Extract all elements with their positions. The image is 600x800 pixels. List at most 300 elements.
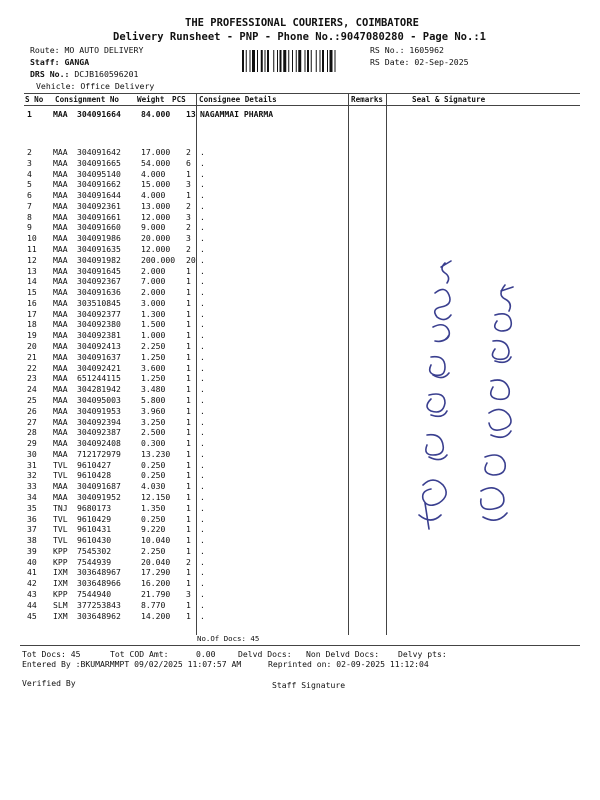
cell-pcs: 1 [186,470,191,481]
cell-sno: 25 [27,394,37,405]
barcode-bar [311,50,312,72]
cell-prefix: MAA [53,168,68,179]
cell-weight: 14.200 [141,610,171,621]
cell-pcs: 1 [186,491,191,502]
cell-weight: 2.000 [141,265,166,276]
cell-sno: 21 [27,351,37,362]
column-header-consignee: Consignee Details [199,95,277,104]
barcode-bar [267,50,269,72]
cell-weight: 3.000 [141,297,166,308]
cell-pcs: 1 [186,362,191,373]
cell-pcs: 3 [186,588,191,599]
cell-consignee: . [200,556,205,567]
cell-consignee: . [200,448,205,459]
rs-date: RS Date: 02-Sep-2025 [370,57,469,67]
cell-sno: 29 [27,438,37,449]
cell-prefix: TVL [53,470,68,481]
cell-consignment-no: 304092408 [77,438,121,449]
cell-sno: 6 [27,190,32,201]
cell-consignment-no: 304091952 [77,491,121,502]
cell-weight: 4.030 [141,481,166,492]
barcode-bar [335,50,336,72]
cell-sno: 37 [27,524,37,535]
cell-weight: 9.000 [141,222,166,233]
barcode-bar [257,50,258,72]
cell-consignee: . [200,362,205,373]
cell-prefix: IXM [53,610,68,621]
total-cod-value: 0.00 [196,649,216,659]
cell-prefix: MAA [53,254,68,265]
table-row [0,190,600,200]
cell-sno: 5 [27,179,32,190]
cell-weight: 0.300 [141,438,166,449]
table-row [0,557,600,567]
drs-number [30,69,138,79]
cell-sno: 17 [27,308,37,319]
cell-consignment-no: 304091982 [77,254,121,265]
cell-consignment-no: 304095140 [77,168,121,179]
table-row [0,147,600,157]
cell-sno: 11 [27,244,37,255]
cell-weight: 54.000 [141,157,171,168]
table-row [0,109,600,119]
cell-prefix: KPP [53,588,68,599]
table-row [0,212,600,222]
barcode-bar [252,50,255,72]
cell-consignment-no: 304091636 [77,287,121,298]
cell-prefix: MAA [53,190,68,201]
barcode-bar [327,50,328,72]
cell-consignee: . [200,513,205,524]
cell-prefix: MAA [53,147,68,157]
cell-consignment-no: 304091635 [77,244,121,255]
cell-weight: 13.230 [141,448,171,459]
cell-sno: 1 [27,109,32,119]
cell-pcs: 1 [186,190,191,201]
cell-consignee: . [200,254,205,265]
staff-label: Staff: GANGA [30,57,90,67]
cell-consignee: . [200,535,205,546]
cell-prefix: MAA [53,222,68,233]
cell-weight: 1.250 [141,351,166,362]
cell-weight: 200.000 [141,254,176,265]
cell-consignment-no: 304091662 [77,179,121,190]
cell-weight: 20.000 [141,233,171,244]
verified-by: Verified By [22,678,76,688]
column-header-seal: Seal & Signature [412,95,486,104]
cell-prefix: KPP [53,556,68,567]
cell-pcs: 1 [186,276,191,287]
cell-consignee: . [200,438,205,449]
column-header-pcs: PCS [172,95,186,104]
cell-pcs: 6 [186,157,191,168]
cell-sno: 19 [27,330,37,341]
cell-consignee: . [200,545,205,556]
cell-consignment-no: 304091660 [77,222,121,233]
cell-pcs: 1 [186,578,191,589]
drs-number-label: DRS No.: [30,69,70,79]
cell-consignee: . [200,394,205,405]
cell-sno: 8 [27,211,32,222]
cell-consignee: . [200,502,205,513]
cell-weight: 17.000 [141,147,171,157]
cell-consignee: . [200,222,205,233]
cell-weight: 20.040 [141,556,171,567]
cell-consignment-no: 712172979 [77,448,121,459]
cell-consignment-no: 304092381 [77,330,121,341]
cell-pcs: 1 [186,405,191,416]
cell-sno: 16 [27,297,37,308]
cell-weight: 0.250 [141,459,166,470]
cell-pcs: 1 [186,297,191,308]
cell-sno: 9 [27,222,32,233]
cell-consignment-no: 304092413 [77,341,121,352]
cell-pcs: 1 [186,168,191,179]
cell-consignee: . [200,341,205,352]
cell-consignment-no: 304092377 [77,308,121,319]
cell-weight: 4.000 [141,190,166,201]
cell-consignment-no: 304095003 [77,394,121,405]
cell-consignment-no: 304091637 [77,351,121,362]
cell-weight: 2.000 [141,287,166,298]
cell-pcs: 1 [186,308,191,319]
handwritten-signature [405,245,535,545]
cell-sno: 34 [27,491,37,502]
cell-consignment-no: 304092367 [77,276,121,287]
cell-prefix: IXM [53,567,68,578]
column-header-consignment: Consignment No [55,95,120,104]
table-row [0,600,600,610]
cell-consignment-no: 377253843 [77,599,121,610]
cell-weight: 2.250 [141,545,166,556]
cell-prefix: MAA [53,287,68,298]
cell-sno: 18 [27,319,37,330]
barcode-bar [320,50,321,72]
cell-weight: 1.000 [141,330,166,341]
cell-pcs: 1 [186,330,191,341]
cell-weight: 5.800 [141,394,166,405]
cell-consignment-no: 7544939 [77,556,112,567]
cell-pcs: 20 [186,254,196,265]
table-row [0,611,600,621]
cell-pcs: 1 [186,567,191,578]
barcode-bar [283,50,286,72]
column-header-weight: Weight [137,95,165,104]
cell-sno: 28 [27,427,37,438]
cell-consignee: . [200,578,205,589]
cell-weight: 0.250 [141,513,166,524]
cell-weight: 1.350 [141,502,166,513]
drs-number-value: DCJB160596201 [74,69,139,79]
cell-weight: 7.000 [141,276,166,287]
cell-weight: 17.290 [141,567,171,578]
total-cod-label: Tot COD Amt: [110,649,169,659]
cell-sno: 13 [27,265,37,276]
cell-pcs: 1 [186,545,191,556]
cell-pcs: 1 [186,459,191,470]
cell-pcs: 1 [186,394,191,405]
reprinted-on: Reprinted on: 02-09-2025 11:12:04 [268,659,429,669]
cell-prefix: MAA [53,319,68,330]
cell-pcs: 1 [186,481,191,492]
cell-sno: 3 [27,157,32,168]
cell-sno: 41 [27,567,37,578]
cell-consignee: . [200,524,205,535]
cell-weight: 16.200 [141,578,171,589]
cell-weight: 1.500 [141,319,166,330]
cell-weight: 84.000 [141,109,171,119]
cell-sno: 22 [27,362,37,373]
cell-consignee: . [200,179,205,190]
cell-prefix: MAA [53,200,68,211]
table-row [0,589,600,599]
cell-consignee: . [200,481,205,492]
cell-consignee: . [200,384,205,395]
cell-prefix: TVL [53,535,68,546]
cell-weight: 10.040 [141,535,171,546]
barcode [242,50,366,72]
cell-sno: 12 [27,254,37,265]
cell-weight: 1.250 [141,373,166,384]
cell-consignee: . [200,200,205,211]
cell-consignment-no: 9610429 [77,513,112,524]
cell-consignee: NAGAMMAI PHARMA [200,109,274,119]
table-row [0,233,600,243]
cell-sno: 27 [27,416,37,427]
cell-pcs: 1 [186,502,191,513]
cell-consignment-no: 304092421 [77,362,121,373]
cell-pcs: 1 [186,319,191,330]
barcode-bar [261,50,263,72]
non-delivered-docs: Non Delvd Docs: [306,649,380,659]
runsheet-subtitle: Delivery Runsheet - PNP - Phone No.:9047080280 - Page No.:1 [113,31,486,43]
cell-consignment-no: 9610431 [77,524,112,535]
cell-prefix: SLM [53,599,68,610]
cell-consignee: . [200,168,205,179]
cell-sno: 40 [27,556,37,567]
cell-sno: 31 [27,459,37,470]
cell-sno: 30 [27,448,37,459]
cell-prefix: MAA [53,157,68,168]
cell-weight: 3.960 [141,405,166,416]
cell-prefix: MAA [53,211,68,222]
cell-sno: 33 [27,481,37,492]
delivered-docs: Delvd Docs: [238,649,292,659]
cell-weight: 3.600 [141,362,166,373]
cell-sno: 45 [27,610,37,621]
cell-prefix: MAA [53,276,68,287]
barcode-bar [330,50,333,72]
cell-pcs: 13 [186,109,196,119]
cell-consignment-no: 303648967 [77,567,121,578]
cell-sno: 44 [27,599,37,610]
cell-prefix: MAA [53,481,68,492]
cell-prefix: MAA [53,438,68,449]
cell-consignment-no: 303648966 [77,578,121,589]
cell-pcs: 1 [186,535,191,546]
cell-prefix: MAA [53,233,68,244]
cell-prefix: TVL [53,524,68,535]
cell-pcs: 1 [186,265,191,276]
cell-consignment-no: 304092361 [77,200,121,211]
cell-prefix: MAA [53,265,68,276]
cell-consignee: . [200,287,205,298]
cell-pcs: 2 [186,556,191,567]
table-row [0,158,600,168]
table-row [0,578,600,588]
barcode-bar [292,50,293,72]
cell-consignee: . [200,233,205,244]
cell-pcs: 1 [186,448,191,459]
barcode-bar [280,50,282,72]
cell-prefix: MAA [53,341,68,352]
cell-pcs: 1 [186,287,191,298]
cell-weight: 4.000 [141,168,166,179]
cell-consignment-no: 9610430 [77,535,112,546]
barcode-bar [273,50,274,72]
cell-pcs: 1 [186,524,191,535]
cell-consignment-no: 304091664 [77,109,121,119]
cell-consignment-no: 304091661 [77,211,121,222]
cell-weight: 12.000 [141,211,171,222]
cell-consignee: . [200,190,205,201]
cell-sno: 42 [27,578,37,589]
cell-weight: 0.250 [141,470,166,481]
cell-consignment-no: 7544940 [77,588,112,599]
table-top-rule [24,93,580,94]
cell-weight: 1.300 [141,308,166,319]
cell-consignment-no: 304091642 [77,147,121,157]
barcode-bar [316,50,317,72]
cell-sno: 32 [27,470,37,481]
cell-consignee: . [200,588,205,599]
cell-weight: 2.500 [141,427,166,438]
cell-prefix: MAA [53,405,68,416]
table-header-rule [24,105,580,106]
cell-prefix: MAA [53,491,68,502]
cell-prefix: TNJ [53,502,68,513]
cell-consignment-no: 304092394 [77,416,121,427]
cell-pcs: 1 [186,373,191,384]
cell-consignee: . [200,330,205,341]
route-label: Route: MO AUTO DELIVERY [30,45,144,55]
cell-prefix: MAA [53,244,68,255]
cell-prefix: MAA [53,394,68,405]
cell-pcs: 2 [186,200,191,211]
cell-pcs: 1 [186,416,191,427]
cell-consignment-no: 304091953 [77,405,121,416]
barcode-bar [277,50,278,72]
table-row [0,546,600,556]
cell-consignment-no: 304091644 [77,190,121,201]
cell-weight: 13.000 [141,200,171,211]
cell-prefix: MAA [53,179,68,190]
cell-consignment-no: 304092380 [77,319,121,330]
cell-weight: 8.770 [141,599,166,610]
barcode-bar [296,50,297,72]
table-row [0,179,600,189]
company-title: THE PROFESSIONAL COURIERS, COIMBATORE [185,17,419,29]
table-row [0,222,600,232]
cell-consignee: . [200,265,205,276]
cell-prefix: IXM [53,578,68,589]
cell-prefix: MAA [53,448,68,459]
barcode-bar [265,50,266,72]
cell-pcs: 2 [186,147,191,157]
cell-consignment-no: 651244115 [77,373,121,384]
cell-consignee: . [200,211,205,222]
cell-consignment-no: 303648962 [77,610,121,621]
cell-consignee: . [200,405,205,416]
cell-prefix: MAA [53,427,68,438]
cell-sno: 10 [27,233,37,244]
cell-weight: 3.250 [141,416,166,427]
cell-sno: 7 [27,200,32,211]
cell-consignee: . [200,599,205,610]
cell-sno: 43 [27,588,37,599]
cell-sno: 4 [27,168,32,179]
cell-consignee: . [200,319,205,330]
barcode-bar [298,50,301,72]
cell-consignee: . [200,427,205,438]
cell-sno: 39 [27,545,37,556]
cell-pcs: 1 [186,599,191,610]
cell-consignee: . [200,157,205,168]
footer-rule [20,645,580,646]
barcode-bar [305,50,306,72]
barcode-bar [288,50,289,72]
cell-consignment-no: 304091986 [77,233,121,244]
cell-consignee: . [200,351,205,362]
cell-prefix: MAA [53,308,68,319]
barcode-bar [242,50,244,72]
cell-pcs: 1 [186,610,191,621]
cell-sno: 20 [27,341,37,352]
cell-pcs: 2 [186,222,191,233]
cell-prefix: KPP [53,545,68,556]
cell-consignment-no: 304091645 [77,265,121,276]
cell-consignment-no: 9610427 [77,459,112,470]
cell-consignment-no: 304091687 [77,481,121,492]
barcode-bar [307,50,309,72]
cell-sno: 26 [27,405,37,416]
cell-sno: 23 [27,373,37,384]
barcode-bar [246,50,247,72]
cell-consignee: . [200,491,205,502]
cell-consignee: . [200,244,205,255]
total-docs: Tot Docs: 45 [22,649,81,659]
cell-prefix: MAA [53,373,68,384]
cell-consignee: . [200,416,205,427]
cell-consignee: . [200,373,205,384]
cell-weight: 12.150 [141,491,171,502]
cell-pcs: 1 [186,513,191,524]
cell-consignee: . [200,147,205,157]
entered-by: Entered By :BKUMARMMPT 09/02/2025 11:07:57 AM [22,659,242,669]
cell-pcs: 1 [186,427,191,438]
cell-pcs: 1 [186,341,191,352]
cell-consignment-no: 304092387 [77,427,121,438]
vehicle-label: Vehicle: Office Delivery [36,81,155,91]
cell-weight: 15.000 [141,179,171,190]
cell-weight: 12.000 [141,244,171,255]
cell-pcs: 1 [186,438,191,449]
cell-consignee: . [200,459,205,470]
cell-prefix: TVL [53,459,68,470]
delivery-points: Delvy pts: [398,649,447,659]
cell-weight: 2.250 [141,341,166,352]
cell-consignment-no: 9680173 [77,502,112,513]
